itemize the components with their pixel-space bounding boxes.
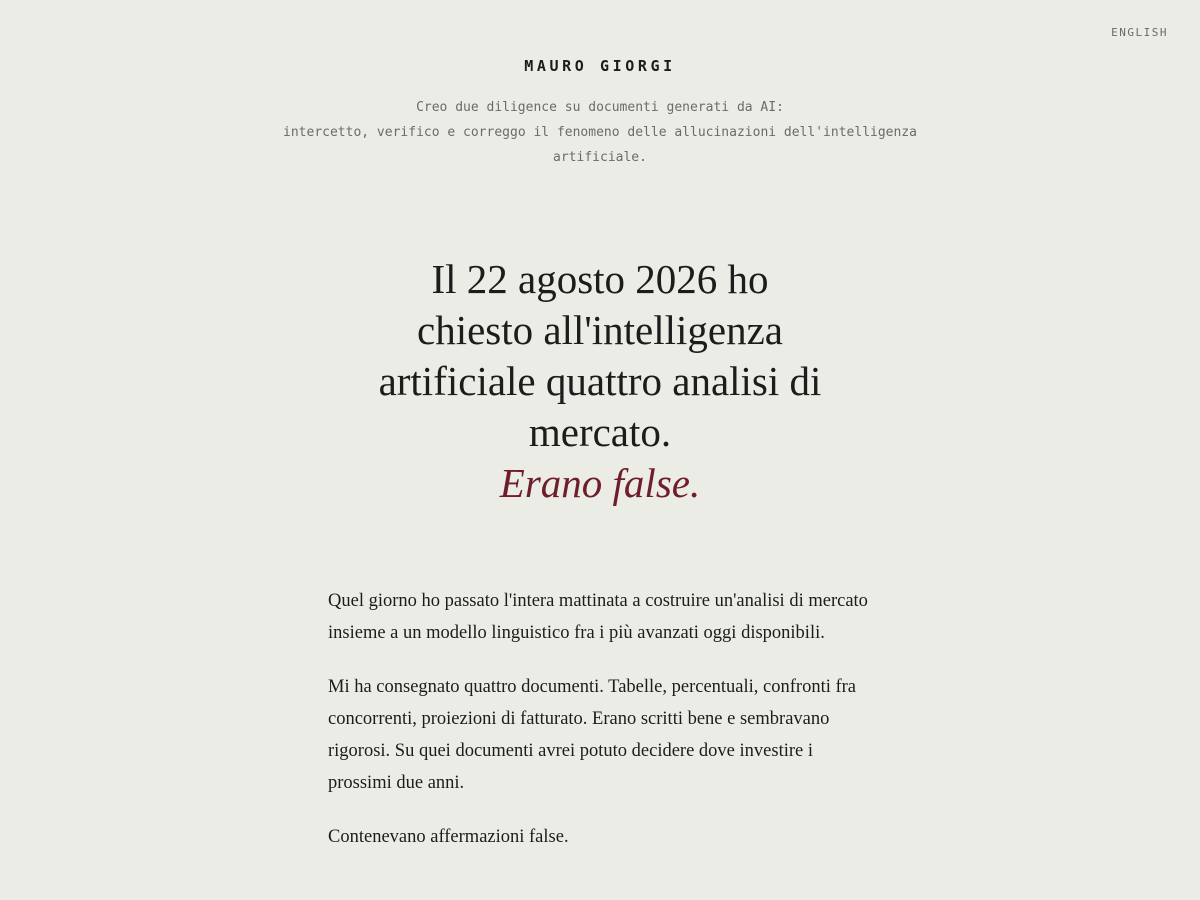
article-body xyxy=(328,585,876,875)
tagline-line-1: Creo due diligence su documenti generati da AI: xyxy=(416,100,784,115)
site-tagline xyxy=(240,95,960,170)
site-name: MAURO GIORGI xyxy=(524,57,676,75)
article-paragraph: Mi ha consegnato quattro documenti. Tabelle, percentuali, confronti fra concorrenti, proiezioni di fatturato. Erano scritti bene e sembravano rigorosi. Su quei documenti avrei potuto decidere dove investire i prossimi due anni. xyxy=(328,677,856,793)
article-paragraph: Quel giorno ho passato l'intera mattinata a costruire un'analisi di mercato insieme a un modello linguistico fra i più avanzati oggi disponibili. xyxy=(328,591,868,643)
hero-title xyxy=(370,254,830,509)
language-switch-link[interactable]: ENGLISH xyxy=(1111,26,1168,39)
article-paragraph: Contenevano affermazioni false. xyxy=(328,827,569,847)
hero-section xyxy=(0,254,1200,509)
site-header xyxy=(0,55,1200,170)
tagline-line-2: intercetto, verifico e correggo il fenomeno delle allucinazioni dell'intelligenza xyxy=(283,125,917,140)
hero-title-text: Il 22 agosto 2026 ho chiesto all'intelligenza artificiale quattro analisi di mercato. xyxy=(378,256,822,455)
hero-accent-text: Erano false. xyxy=(499,460,701,506)
tagline-line-3: artificiale. xyxy=(553,150,647,165)
